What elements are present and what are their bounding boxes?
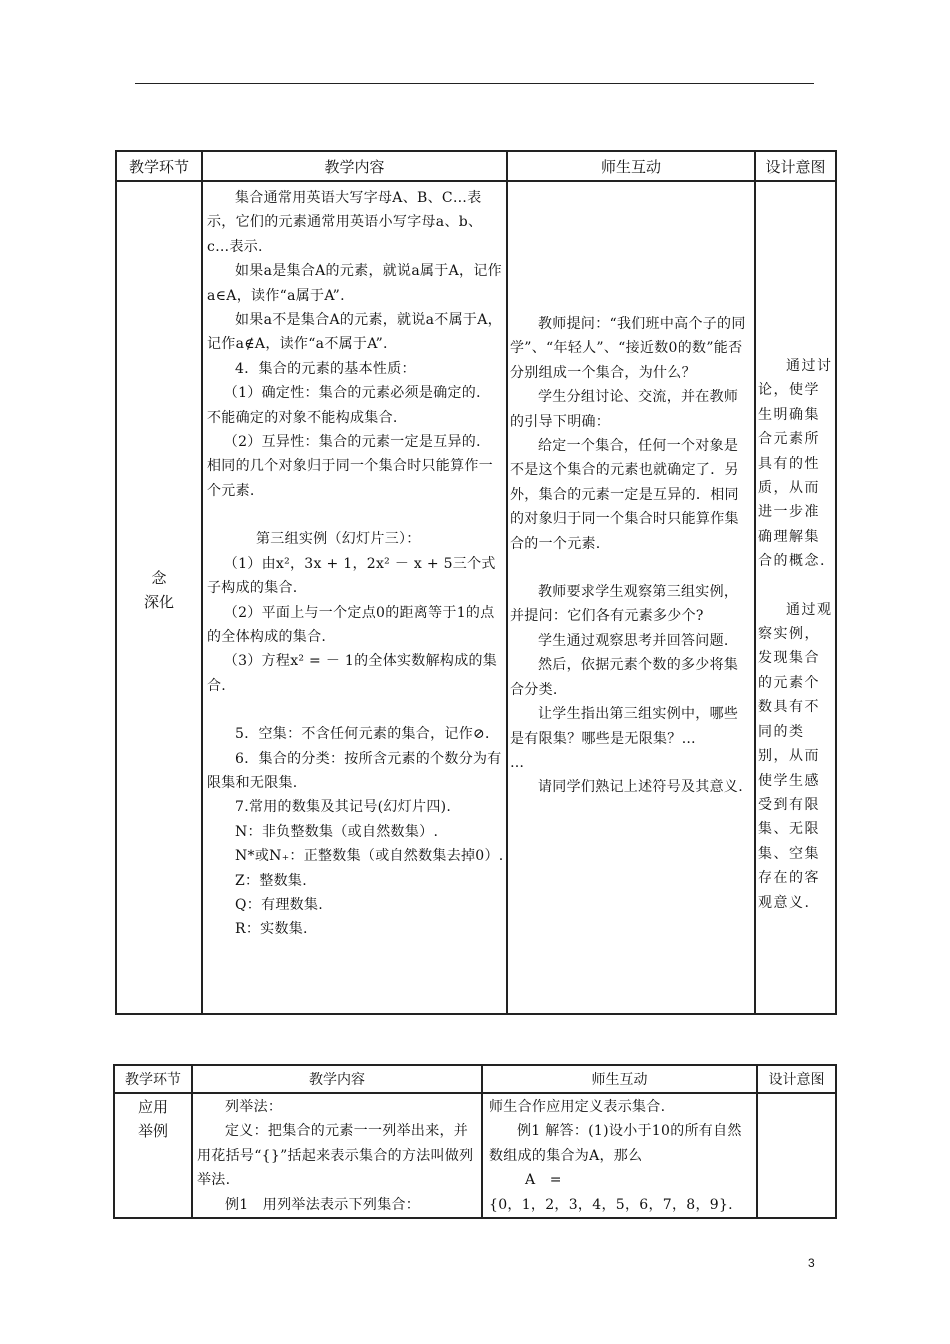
page-number: 3 [808, 1256, 815, 1270]
stage-line: 应用 [137, 1098, 168, 1116]
content-paragraph: Q：有理数集. [235, 896, 324, 913]
content-paragraph: N*或N₊：正整数集（或自然数集去掉0）. [235, 848, 504, 865]
stage-line: 念 [151, 569, 167, 587]
content-paragraph: （2）互异性：集合的元素一定是互异的．相同的几个对象归于同一个集合时只能算作一个元素. [207, 434, 493, 499]
header-stage: 教学环节 [114, 1065, 192, 1093]
intent-cell [755, 181, 836, 1014]
content-paragraph: Z：整数集. [235, 872, 307, 889]
table-row [116, 181, 836, 1014]
content-paragraph: 如果a不是集合A的元素，就说a不属于A，记作a∉A，读作“a不属于A”. [207, 312, 502, 353]
header-stage: 教学环节 [116, 151, 202, 181]
content-paragraph: 6．集合的分类：按所含元素的个数分为有限集和无限集. [207, 750, 502, 791]
content-paragraph: N：非负整数集（或自然数集）. [235, 823, 439, 840]
content-paragraph: 第三组实例（幻灯片三）： [256, 531, 421, 548]
content-paragraph: R：实数集. [235, 921, 308, 938]
content-spacer [207, 698, 504, 722]
header-intent: 设计意图 [755, 151, 836, 181]
content-paragraph: 集合通常用英语大写字母A、B、C…表示，它们的元素通常用英语小写字母a、b、c…表示. [207, 190, 483, 255]
stage-line: 深化 [143, 593, 174, 611]
intent-paragraph: 通过讨论，使学生明确集合元素所具有的性质，从而进一步准确理解集合的概念. [758, 358, 833, 570]
interaction-paragraph: 师生合作应用定义表示集合. [489, 1099, 666, 1115]
content-paragraph: 7.常用的数集及其记号(幻灯片四). [235, 799, 452, 816]
intent-paragraph: 通过观察实例，发现集合的元素个数具有不同的类别，从而使学生感受到有限集、无限集、空集存在的客观意义. [758, 601, 833, 911]
interaction-paragraph: 学生分组讨论、交流，并在教师的引导下明确： [510, 389, 739, 430]
content-spacer [207, 503, 504, 527]
content-paragraph: （2）平面上与一个定点0的距离等于1的点的全体构成的集合. [207, 604, 495, 645]
interaction-paragraph: A = [525, 1172, 562, 1189]
interaction-cell [482, 1093, 757, 1218]
interaction-paragraph: 教师提问：“我们班中高个子的同学”、“年轻人”、“接近数0的数”能否分别组成一个集合，为什么？ [510, 316, 746, 381]
stage-cell [114, 1093, 192, 1218]
intent-spacer [758, 574, 833, 598]
interaction-paragraph: 让学生指出第三组实例中，哪些是有限集？哪些是无限集？… [510, 706, 739, 747]
interaction-cell [507, 181, 755, 1014]
interaction-paragraph: … [510, 754, 525, 771]
header-intent: 设计意图 [757, 1065, 836, 1093]
content-paragraph: 5．空集：不含任何元素的集合，记作⊘． [235, 726, 500, 743]
interaction-paragraph: 请同学们熟记上述符号及其意义. [538, 779, 743, 796]
content-cell [192, 1093, 482, 1218]
table-row [114, 1093, 836, 1218]
lesson-table-2 [113, 1064, 837, 1219]
table-header-row [116, 151, 836, 181]
interaction-paragraph: {0，1，2，3，4，5，6，7，8，9}. [489, 1196, 733, 1213]
header-content: 教学内容 [192, 1065, 482, 1093]
content-paragraph: 列举法： [225, 1099, 283, 1115]
stage-line: 举例 [137, 1122, 168, 1140]
stage-cell [116, 181, 202, 1014]
content-paragraph: （1）确定性：集合的元素必须是确定的．不能确定的对象不能构成集合. [207, 385, 491, 426]
intent-cell [757, 1093, 836, 1218]
content-paragraph: 如果a是集合A的元素，就说a属于A，记作a∈A，读作“a属于A”. [207, 263, 502, 304]
content-paragraph: 4．集合的元素的基本性质： [235, 360, 416, 377]
header-rule [135, 83, 814, 84]
content-paragraph: 定义：把集合的元素一一列举出来，并用花括号“{}”括起来表示集合的方法叫做列举法. [197, 1123, 474, 1189]
header-interaction: 师生互动 [507, 151, 755, 181]
table-header-row [114, 1065, 836, 1093]
interaction-paragraph: 教师要求学生观察第三组实例，并提问：它们各有元素多少个? [510, 584, 739, 625]
content-paragraph: 例1 用列举法表示下列集合： [225, 1196, 421, 1213]
lesson-table-1 [115, 150, 837, 1015]
header-interaction: 师生互动 [482, 1065, 757, 1093]
interaction-paragraph: 例1 解答：(1)设小于10的所有自然数组成的集合为A，那么 [489, 1123, 742, 1164]
interaction-paragraph: 给定一个集合，任何一个对象是不是这个集合的元素也就确定了．另外，集合的元素一定是互异的．相同的对象归于同一个集合时只能算作集合的一个元素. [510, 438, 739, 552]
content-cell [202, 181, 507, 1014]
header-content: 教学内容 [202, 151, 507, 181]
interaction-paragraph: 然后，依据元素个数的多少将集合分类. [510, 657, 739, 698]
content-paragraph: （3）方程x² = － 1的全体实数解构成的集合. [207, 653, 498, 694]
interaction-paragraph: 学生通过观察思考并回答问题. [538, 632, 729, 649]
content-paragraph: （1）由x²，3x + 1，2x² － x + 5三个式子构成的集合. [207, 555, 496, 597]
interaction-spacer [510, 556, 752, 580]
